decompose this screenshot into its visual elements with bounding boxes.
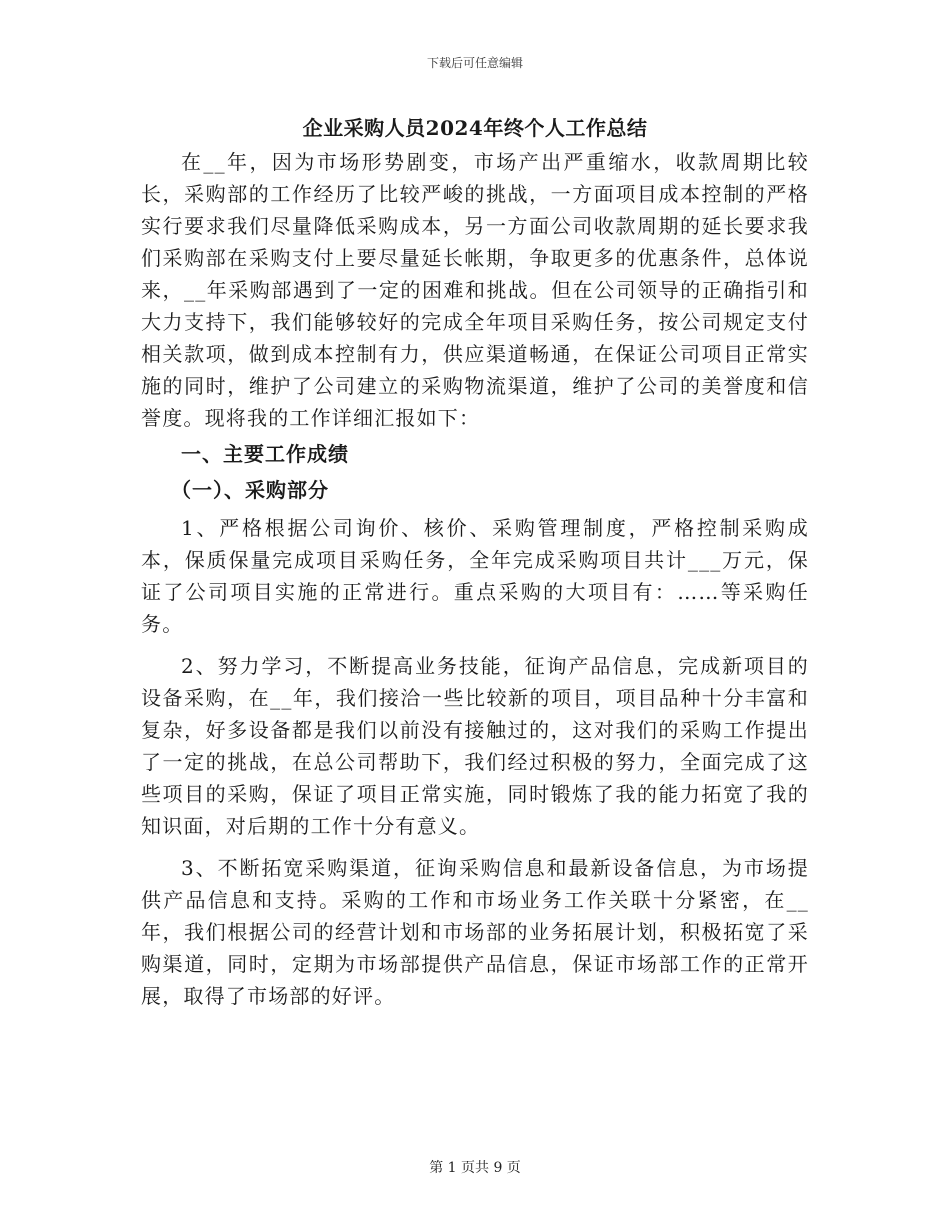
document-body (141, 112, 809, 1012)
paragraph-item-1: 1、严格根据公司询价、核价、采购管理制度，严格控制采购成本，保质保量完成项目采购任务，全年完成采购项目共计___万元，保证了公司项目实施的正常进行。重点采购的大项目有：……等采购任务。 (141, 516, 809, 636)
paragraph-item-2: 2、努力学习，不断提高业务技能，征询产品信息，完成新项目的设备采购，在__年，我们接洽一些比较新的项目，项目品种十分丰富和复杂，好多设备都是我们以前没有接触过的，这对我们的采购工作提出了一定的挑战，在总公司帮助下，我们经过积极的努力，全面完成了这些项目的采购，保证了项目正常实施，同时锻炼了我的能力拓宽了我的知识面，对后期的工作十分有意义。 (141, 654, 809, 838)
subsection-heading-procurement: （一）、采购部分 (171, 478, 329, 502)
section-heading-main-achievements: 一、主要工作成绩 (181, 442, 349, 466)
intro-paragraph: 在__年，因为市场形势剧变，市场产出严重缩水，收款周期比较长，采购部的工作经历了比较严峻的挑战，一方面项目成本控制的严格实行要求我们尽量降低采购成本，另一方面公司收款周期的延长要求我们采购部在采购支付上要尽量延长帐期，争取更多的优惠条件，总体说来，__年采购部遇到了一定的困难和挑战。但在公司领导的正确指引和大力支持下，我们能够较好的完成全年项目采购任务，按公司规定支付相关款项，做到成本控制有力，供应渠道畅通，在保证公司项目正常实施的同时，维护了公司建立的采购物流渠道，维护了公司的美誉度和信誉度。现将我的工作详细汇报如下： (141, 150, 809, 430)
document-title: 企业采购人员2024年终个人工作总结 (302, 116, 648, 140)
header-note: 下载后可任意编辑 (426, 56, 523, 70)
page-footer: 第 1 页共 9 页 (429, 1160, 521, 1176)
paragraph-item-3: 3、不断拓宽采购渠道，征询采购信息和最新设备信息，为市场提供产品信息和支持。采购的工作和市场业务工作关联十分紧密，在__年，我们根据公司的经营计划和市场部的业务拓展计划，积极拓宽了采购渠道，同时，定期为市场部提供产品信息，保证市场部工作的正常开展，取得了市场部的好评。 (141, 856, 809, 1008)
